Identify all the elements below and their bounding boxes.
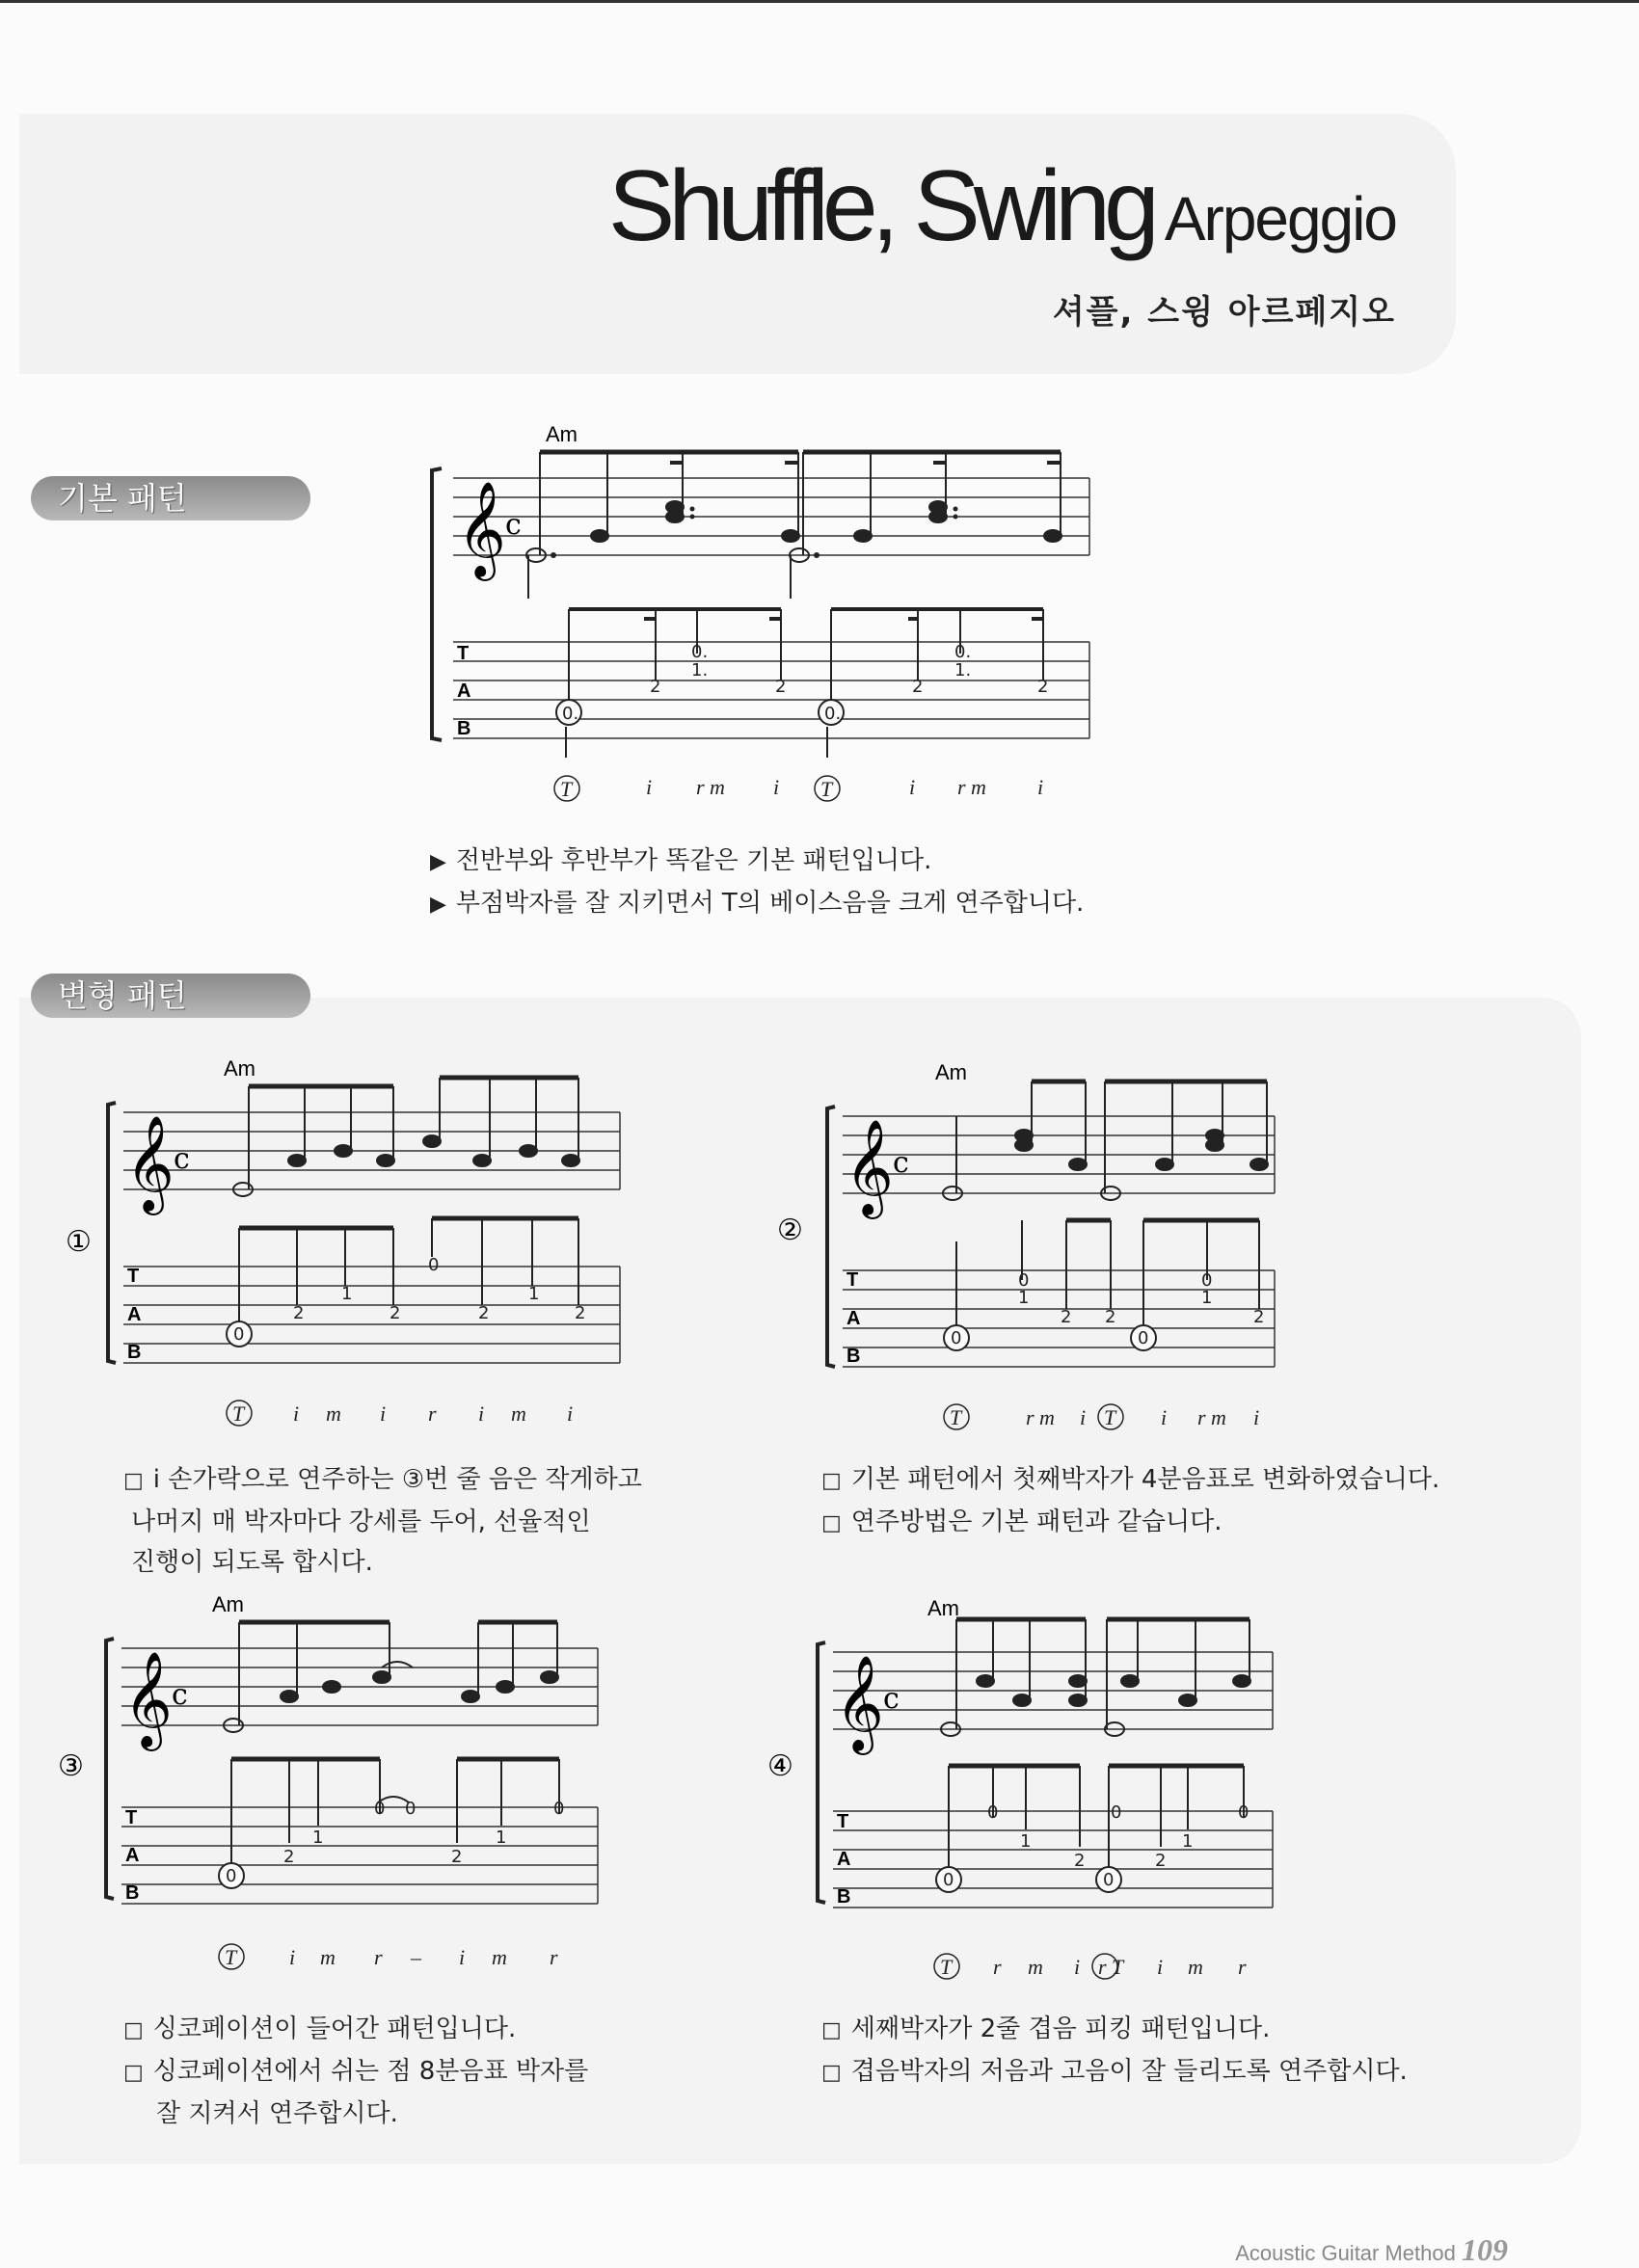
svg-text:c: c xyxy=(883,1682,900,1716)
svg-text:𝄞: 𝄞 xyxy=(125,1115,175,1212)
svg-text:T: T xyxy=(125,1807,138,1828)
variant-2-notes: □ 기본 패턴에서 첫째박자가 4분음표로 변화하였습니다. □ 연주방법은 기본 패턴과 같습니다. xyxy=(821,1465,1440,1536)
svg-text:2: 2 xyxy=(451,1847,463,1867)
svg-text:1.: 1. xyxy=(691,660,709,680)
page-subtitle-korean: 셔플, 스윙 아르페지오 xyxy=(1052,293,1396,332)
svg-text:B: B xyxy=(127,1342,142,1363)
svg-text:r: r xyxy=(374,1945,383,1969)
svg-text:0: 0 xyxy=(943,1870,954,1890)
svg-text:B: B xyxy=(457,718,471,739)
svg-text:0: 0 xyxy=(374,1799,386,1819)
chord-label: Am xyxy=(546,422,578,446)
svg-text:c: c xyxy=(172,1678,188,1712)
time-signature-c: c xyxy=(505,508,522,542)
section-label-basic: 기본 패턴 xyxy=(31,476,310,520)
svg-text:0: 0 xyxy=(1238,1802,1249,1823)
svg-text:i: i xyxy=(1074,1955,1081,1979)
svg-text:0: 0 xyxy=(553,1799,565,1819)
svg-text:2: 2 xyxy=(293,1303,305,1323)
svg-text:m: m xyxy=(326,1401,341,1426)
svg-text:0.: 0. xyxy=(562,704,579,724)
svg-text:0: 0 xyxy=(405,1799,416,1819)
svg-text:T: T xyxy=(820,777,833,801)
svg-text:0: 0 xyxy=(428,1255,440,1275)
svg-text:③: ③ xyxy=(58,1750,84,1782)
svg-text:2: 2 xyxy=(775,677,787,697)
svg-text:1: 1 xyxy=(1201,1288,1213,1308)
svg-text:r: r xyxy=(993,1955,1002,1979)
svg-text:c: c xyxy=(174,1142,190,1176)
svg-text:1: 1 xyxy=(1182,1831,1194,1852)
svg-text:c: c xyxy=(893,1146,909,1180)
svg-text:i: i xyxy=(1161,1405,1168,1429)
svg-text:2: 2 xyxy=(1061,1307,1072,1327)
svg-text:Am: Am xyxy=(212,1592,244,1616)
svg-text:0: 0 xyxy=(1018,1270,1030,1291)
svg-text:0: 0 xyxy=(1138,1328,1149,1348)
svg-text:Am: Am xyxy=(935,1060,967,1084)
svg-text:2: 2 xyxy=(1074,1851,1086,1871)
svg-text:r: r xyxy=(550,1945,558,1969)
svg-text:i: i xyxy=(909,775,916,799)
svg-text:1: 1 xyxy=(528,1284,540,1304)
svg-text:𝄞: 𝄞 xyxy=(845,1119,894,1215)
svg-text:2: 2 xyxy=(478,1303,490,1323)
svg-text:0: 0 xyxy=(987,1802,999,1823)
svg-text:r m: r m xyxy=(696,775,725,799)
svg-text:2: 2 xyxy=(912,677,924,697)
svg-text:i: i xyxy=(478,1401,485,1426)
svg-text:2: 2 xyxy=(1037,677,1049,697)
svg-text:m: m xyxy=(320,1945,336,1969)
svg-text:r T: r T xyxy=(1098,1955,1124,1979)
svg-text:2: 2 xyxy=(283,1847,295,1867)
svg-text:r m: r m xyxy=(1197,1405,1226,1429)
svg-text:0.: 0. xyxy=(954,642,972,662)
svg-text:i: i xyxy=(293,1401,300,1426)
svg-text:r: r xyxy=(1238,1955,1247,1979)
svg-text:T: T xyxy=(1104,1405,1116,1429)
svg-text:2: 2 xyxy=(1155,1851,1167,1871)
variant-4-score xyxy=(767,1594,1288,1989)
svg-text:④: ④ xyxy=(767,1750,793,1782)
svg-text:r: r xyxy=(428,1401,437,1426)
section-label-variant: 변형 패턴 xyxy=(31,974,310,1018)
svg-text:T: T xyxy=(950,1405,962,1429)
svg-text:i: i xyxy=(1037,775,1044,799)
svg-text:A: A xyxy=(457,680,471,702)
svg-text:A: A xyxy=(125,1845,140,1866)
svg-text:i: i xyxy=(646,775,653,799)
svg-text:0.: 0. xyxy=(824,704,842,724)
svg-text:–: – xyxy=(411,1945,421,1969)
variant-1-notes: □ i 손가락으로 연주하는 ③번 줄 음은 작게하고 나머지 매 박자마다 강세를 두어, 선율적인 진행이 되도록 합시다. xyxy=(123,1465,642,1577)
svg-text:2: 2 xyxy=(390,1303,401,1323)
svg-text:①: ① xyxy=(66,1226,92,1258)
svg-text:m: m xyxy=(511,1401,526,1426)
svg-text:A: A xyxy=(837,1849,851,1870)
svg-text:B: B xyxy=(125,1882,140,1904)
svg-text:i: i xyxy=(1157,1955,1164,1979)
svg-text:0.: 0. xyxy=(691,642,709,662)
svg-text:Am: Am xyxy=(224,1056,255,1081)
svg-text:1.: 1. xyxy=(954,660,972,680)
svg-text:r m: r m xyxy=(957,775,986,799)
svg-text:T: T xyxy=(457,643,470,664)
svg-text:2: 2 xyxy=(1253,1307,1265,1327)
svg-text:②: ② xyxy=(777,1214,803,1246)
svg-text:2: 2 xyxy=(650,677,661,697)
variant-2-score xyxy=(777,1058,1278,1434)
svg-text:1: 1 xyxy=(341,1284,353,1304)
svg-text:T: T xyxy=(560,777,573,801)
svg-text:A: A xyxy=(127,1304,142,1325)
svg-text:T: T xyxy=(940,1955,953,1979)
svg-text:T: T xyxy=(232,1401,245,1426)
svg-text:i: i xyxy=(289,1945,296,1969)
tablature-staff xyxy=(453,642,1089,738)
svg-text:1: 1 xyxy=(1020,1831,1032,1852)
variant-3-score xyxy=(58,1590,617,1976)
svg-text:2: 2 xyxy=(575,1303,586,1323)
svg-text:i: i xyxy=(1080,1405,1087,1429)
svg-text:T: T xyxy=(846,1269,859,1291)
svg-text:0: 0 xyxy=(233,1324,245,1345)
svg-text:B: B xyxy=(846,1346,861,1367)
basic-notes: ▶ 전반부와 후반부가 똑같은 기본 패턴입니다. ▶ 부점박자를 잘 지키면서 T의 베이스음을 크게 연주합니다. xyxy=(430,846,1085,918)
top-border xyxy=(0,0,1639,3)
svg-text:0: 0 xyxy=(226,1866,237,1886)
variant-4-notes: □ 세째박자가 2줄 겹음 피킹 패턴입니다. □ 겹음박자의 저음과 고음이 잘 들리도록 연주합시다. xyxy=(821,2015,1408,2086)
svg-text:r m: r m xyxy=(1026,1405,1055,1429)
svg-text:m: m xyxy=(1028,1955,1043,1979)
svg-text:T: T xyxy=(225,1945,237,1969)
svg-text:𝄞: 𝄞 xyxy=(123,1651,173,1748)
svg-text:0: 0 xyxy=(1111,1802,1122,1823)
svg-text:1: 1 xyxy=(312,1828,324,1848)
basic-pattern-score xyxy=(424,420,1099,825)
svg-text:i: i xyxy=(1253,1405,1260,1429)
svg-text:B: B xyxy=(837,1886,851,1908)
variant-1-score xyxy=(66,1054,625,1430)
page-title: Shuffle, Swing Arpeggio xyxy=(607,150,1396,262)
svg-text:0: 0 xyxy=(951,1328,962,1348)
svg-text:0: 0 xyxy=(1103,1870,1115,1890)
svg-text:i: i xyxy=(773,775,780,799)
svg-text:T: T xyxy=(837,1811,849,1832)
svg-text:2: 2 xyxy=(1105,1307,1116,1327)
svg-text:m: m xyxy=(492,1945,507,1969)
treble-clef-icon: 𝄞 xyxy=(457,481,506,577)
page-footer: Acoustic Guitar Method 109 xyxy=(1235,2232,1508,2267)
svg-text:m: m xyxy=(1188,1955,1203,1979)
svg-text:i: i xyxy=(567,1401,574,1426)
svg-text:0: 0 xyxy=(1201,1270,1213,1291)
svg-text:Am: Am xyxy=(927,1596,959,1620)
svg-text:1: 1 xyxy=(496,1828,507,1848)
svg-text:𝄞: 𝄞 xyxy=(835,1655,884,1751)
svg-text:T: T xyxy=(127,1266,140,1287)
svg-text:i: i xyxy=(380,1401,387,1426)
tie-icon xyxy=(382,1662,413,1668)
picking-fingers xyxy=(554,775,1043,801)
variant-3-notes: □ 싱코페이션이 들어간 패턴입니다. □ 싱코페이션에서 쉬는 점 8분음표 박자를 잘 지켜서 연주합시다. xyxy=(123,2015,589,2128)
svg-text:i: i xyxy=(459,1945,466,1969)
svg-text:1: 1 xyxy=(1018,1288,1030,1308)
svg-text:A: A xyxy=(846,1308,861,1329)
notation-staff xyxy=(453,478,1089,555)
